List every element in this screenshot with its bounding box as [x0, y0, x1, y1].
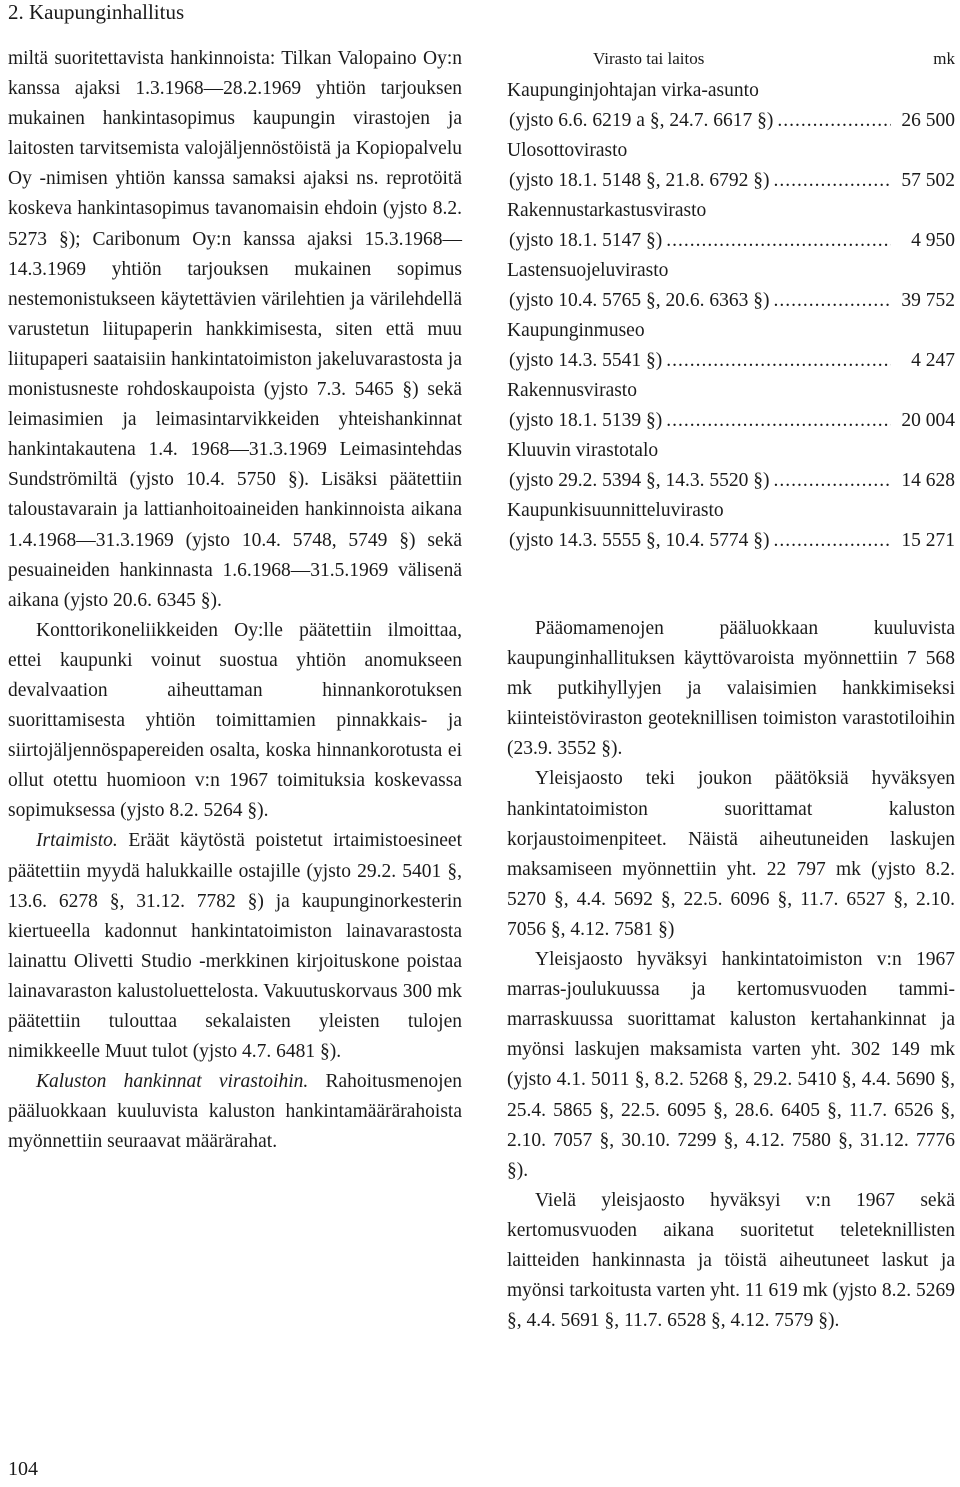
- row-ref: (yjsto 14.3. 5541 §): [509, 350, 663, 371]
- row-ref: (yjsto 18.1. 5139 §): [509, 410, 663, 431]
- table-row-name: Kluuvin virastotalo: [507, 440, 659, 461]
- allocation-table-header: [507, 44, 955, 76]
- table-row-name: Kaupunginmuseo: [507, 320, 645, 341]
- table-row-name: Lastensuojeluvirasto: [507, 260, 669, 281]
- paragraph-konttorikone: Konttorikoneliikkeiden Oy:lle päätettiin ilmoittaa, ettei kaupunki voinut suostua yhtiön anomukseen devalvaation aiheuttaman hinnankorotuksen suorittamisesta yhtiön toimittamien pinnakkais- ja siirtojäljennöspapereiden osalta, koska hinnankorotusta ei ollut otettu huomioon v:n 1967 toimituksia koskevassa sopimuksessa (yjsto 8.2. 5264 §).: [8, 619, 462, 822]
- row-amount: 4 950: [911, 230, 955, 251]
- table-row-name: Rakennustarkastusvirasto: [507, 200, 707, 221]
- running-header: 2. Kaupunginhallitus: [8, 0, 185, 24]
- leader-dots: [666, 226, 891, 256]
- leader-dots: [774, 166, 891, 196]
- row-ref: (yjsto 18.1. 5147 §): [509, 230, 663, 251]
- row-amount: 15 271: [901, 530, 955, 551]
- row-ref: (yjsto 10.4. 5765 §, 20.6. 6363 §): [509, 290, 770, 311]
- leader-dots: [774, 466, 891, 496]
- paragraph-teletekniikka: Vielä yleisjaosto hyväksyi v:n 1967 sekä kertomusvuoden aikana suoritetut teleteknillisten laitteiden hankinnasta ja töistä aiheutuneet laskut ja myönsi tarkoitusta varten yht. 11 619 mk (yjsto 8.2. 5269 §, 4.4. 5691 §, 11.7. 6528 §, 4.12. 7579 §).: [507, 1189, 955, 1332]
- paragraph-kaluston-hankinnat: [8, 1067, 462, 1157]
- table-row: [507, 106, 955, 136]
- row-ref: (yjsto 6.6. 6219 a §, 24.7. 6617 §): [509, 110, 774, 131]
- table-row: [507, 226, 955, 256]
- table-row: [507, 286, 955, 316]
- right-column: [507, 44, 955, 1336]
- row-amount: 39 752: [901, 290, 955, 311]
- page-number: 104: [8, 1458, 38, 1480]
- table-row: [507, 466, 955, 496]
- row-ref: (yjsto 14.3. 5555 §, 10.4. 5774 §): [509, 530, 770, 551]
- paragraph-irtaimisto: [8, 826, 462, 1067]
- row-amount: 26 500: [901, 110, 955, 131]
- row-amount: 57 502: [901, 170, 955, 191]
- irtaimisto-text: Eräät käytöstä poistetut irtaimistoesineet päätettiin myydä halukkaille ostajille (yjsto 29.2. 5401 §, 13.6. 6278 §, 31.12. 7782 §) ja kaupunginorkesterin kiertueella kadonnut hankintatoimiston lainavarastosta lainattu Olivetti Studio -merkkinen kirjoituskone poistaa lainavaraston kalustoluettelosta. Vakuutuskorvaus 300 mk päätettiin tulouttaa sekalaisten yleisten tulojen nimikkeelle Muut tulot (yjsto 4.7. 6481 §).: [8, 830, 462, 1063]
- paragraph-kertahankinnat: Yleisjaosto hyväksyi hankintatoimiston v:n 1967 marras-joulukuussa ja kertomusvuoden tammi-marraskuussa suorittamat kaluston kertahankinnat ja myönsi laskujen maksamista varten yht. 302 149 mk (yjsto 4.1. 5011 §, 8.2. 5268 §, 29.2. 5410 §, 4.4. 5690 §, 25.4. 5865 §, 22.5. 6095 §, 28.6. 6405 §, 11.7. 6526 §, 2.10. 7057 §, 30.10. 7299 §, 4.12. 7580 §, 31.12. 7776 §).: [507, 949, 955, 1181]
- spacer: [507, 556, 955, 614]
- row-amount: 20 004: [901, 410, 955, 431]
- leader-dots: [666, 406, 891, 436]
- table-row: [507, 526, 955, 556]
- table-row: [507, 406, 955, 436]
- table-row-name: Ulosottovirasto: [507, 140, 628, 161]
- paragraph-procurement: miltä suoritettavista hankinnoista: Tilkan Valopaino Oy:n kanssa ajaksi 1.3.1968—28.2.1969 yhtiön tarjouksen mukainen hankintasopimus kaupungin virastojen ja laitosten tarvitsemista valojäljennöstöistä ja Kopiopalvelu Oy -nimisen yhtiön kanssa samaksi ajaksi ns. reprotöitä koskeva hankintasopimus tavanomaisin ehdoin (yjsto 8.2. 5273 §); Caribonum Oy:n kanssa ajaksi 15.3.1968—14.3.1969 yhtiön tarjouksen mukainen sopimus nestemonistukseen käytettävien värilehtien ja värilehdellä varustetun liitupaperin hankkimisesta, siten että muu liitupaperi saataisiin hankintatoimiston jakeluvarastosta ja monistusneste rohdoskaupoista (yjsto 7.3. 5465 §) sekä leimasimien ja leimasintarvikkeiden yhteishankinnat hankintakautena 1.4. 1968—31.3.1969 Leimasintehdas Sundströmiltä (yjsto 10.4. 5750 §). Lisäksi päätettiin taloustavarain ja lattianhoitoaineiden hankinnoista aikana 1.4.1968—31.3.1969 (yjsto 10.4. 5748, 5749 §) sekä pesuaineiden hankinnasta 1.6.1968—31.5.1969 välisenä aikana (yjsto 20.6. 6345 §).: [8, 48, 462, 611]
- row-amount: 4 247: [911, 350, 955, 371]
- table-row-name: Kaupunkisuunnitteluvirasto: [507, 500, 724, 521]
- section-title-irtaimisto: Irtaimisto.: [36, 830, 118, 852]
- left-column: [8, 44, 462, 1157]
- leader-dots: [777, 106, 891, 136]
- table-row: [507, 346, 955, 376]
- allocation-table: [507, 76, 955, 556]
- section-title-kaluston-hankinnat: Kaluston hankinnat virastoihin.: [36, 1071, 309, 1093]
- table-row-name: Rakennusvirasto: [507, 380, 637, 401]
- kaluston-text: Rahoitusmenojen pääluokkaan kuuluvista kaluston hankintamäärärahoista myönnettiin seuraavat määrärahat.: [8, 1071, 462, 1153]
- row-ref: (yjsto 29.2. 5394 §, 14.3. 5520 §): [509, 470, 770, 491]
- paragraph-korjaus: Yleisjaosto teki joukon päätöksiä hyväksyen hankintatoimiston suorittamat kaluston korjaustoimenpiteet. Näistä aiheutuneiden laskujen maksamiseen myönnettiin yht. 22 797 mk (yjsto 8.2. 5270 §, 4.4. 5692 §, 22.5. 6096 §, 11.7. 6527 §, 2.10. 7056 §, 4.12. 7581 §): [507, 768, 955, 940]
- table-row: [507, 166, 955, 196]
- table-row-name: Kaupunginjohtajan virka-asunto: [507, 80, 759, 101]
- row-ref: (yjsto 18.1. 5148 §, 21.8. 6792 §): [509, 170, 770, 191]
- header-office: Virasto tai laitos: [593, 49, 705, 68]
- leader-dots: [774, 286, 891, 316]
- row-amount: 14 628: [901, 470, 955, 491]
- leader-dots: [774, 526, 891, 556]
- paragraph-paaomamenot: Pääomamenojen pääluokkaan kuuluvista kaupunginhallituksen käyttövaroista myönnettiin 7 568 mk putkihyllyjen ja valaisimien hankkimiseksi kiinteistöviraston geoteknillisen toimiston varastotiloihin (23.9. 3552 §).: [507, 618, 955, 760]
- leader-dots: [666, 346, 891, 376]
- header-amount: mk: [933, 49, 955, 68]
